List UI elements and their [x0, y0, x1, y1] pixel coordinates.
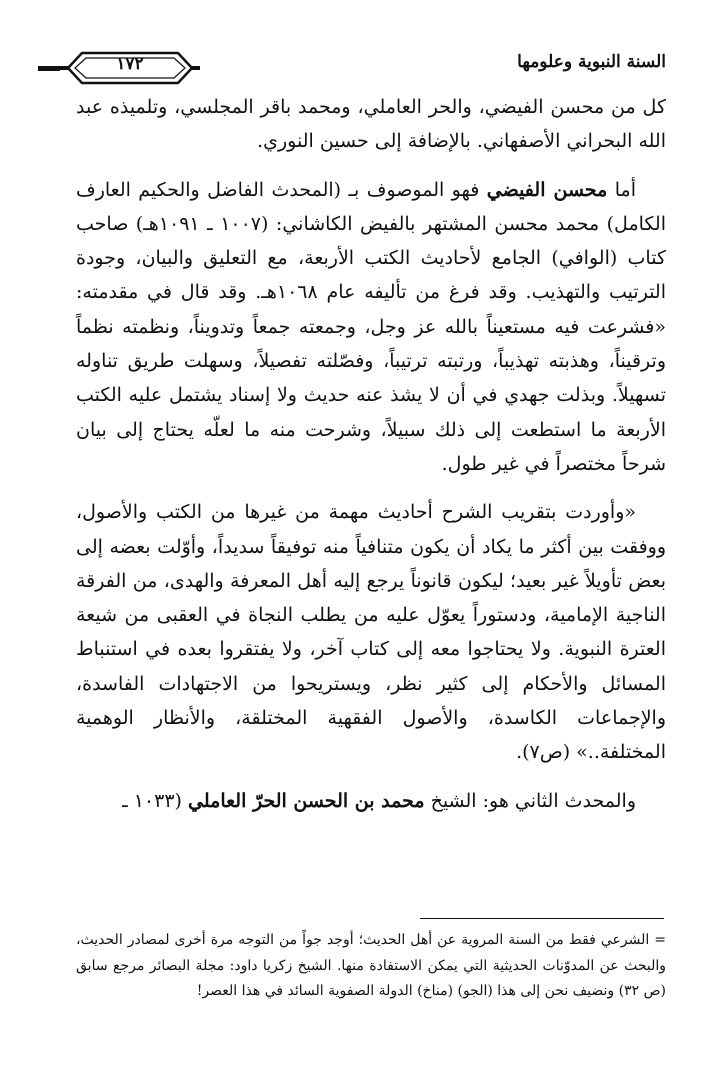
name-hurr-amili: محمد بن الحسن الحرّ العاملي — [188, 789, 425, 812]
main-text — [76, 90, 666, 832]
paragraph-4-lead: والمحدث الثاني هو: الشيخ — [430, 789, 636, 812]
page-number: ١٧٢ — [116, 54, 144, 74]
footnote-separator — [420, 918, 664, 919]
paragraph-2-body: فهو الموصوف بـ (المحدث الفاضل والحكيم العارف الكامل) محمد محسن المشتهر بالفيض الكاشاني: (١٠٠٧ ـ ١٠٩١هـ) صاحب كتاب (الوافي) الجامع لأحاديث الكتب الأربعة، مع التعليق والبيان، وجودة الترتيب والتهذيب. وقد فرغ من تأليفه عام ١٠٦٨هـ. وقد قال في مقدمته: «فشرعت فيه مستعيناً بالله عز وجل، وجمعته جمعاً وتدويناً، ونظمته نظماً وترقيناً، وهذبته تهذيباً، ورتبته ترتيباً، وفصّلته تفصيلاً، وسهلت طريق تناوله تسهيلاً. وبذلت جهدي في أن لا يشذ عنه حديث ولا إسناد يشتمل عليه الكتب الأربعة ما استطعت إلى ذلك سبيلاً، وشرحت منه ما لعلّه يحتاج إلى بيان شرحاً مختصراً في غير طول. — [76, 178, 666, 475]
footnote-text: = الشرعي فقط من السنة المروية عن أهل الحديث؛ أوجد جواً من التوجه مرة أخرى لمصادر الحديث، والبحث عن المدوّنات الحديثية التي يمكن الاستفادة منها. الشيخ زكريا داود: مجلة البصائر مرجع سابق (ص ٣٢) ونضيف نحن إلى هذا (الجو) (مناخ) الدولة الصفوية السائد في هذا العصر! — [76, 932, 666, 999]
paragraph-2-lead: أما — [614, 178, 637, 201]
page-header — [38, 44, 666, 88]
paragraph-4 — [76, 784, 666, 818]
running-title: السنة النبوية وعلومها — [517, 52, 666, 72]
name-mohsen-feyzi: محسن الفيضي — [486, 178, 608, 201]
paragraph-4-body: (١٠٣٣ ـ — [122, 789, 182, 812]
header-rule-left — [38, 66, 60, 71]
paragraph-2 — [76, 173, 666, 482]
footnotes — [76, 928, 666, 1005]
paragraph-3: «وأوردت بتقريب الشرح أحاديث مهمة من غيرها من الكتب والأصول، ووفقت بين أكثر ما يكاد أن يكون متنافياً منه توفيقاً سديداً، وأوّلت بعضه إلى بعض تأويلاً غير بعيد؛ ليكون قانوناً يرجع إليه أهل المعرفة والهدى، من الفرقة الناجية الإمامية، ودستوراً يعوّل عليه من يطلب النجاة في العقبى من شيعة العترة النبوية. ولا يحتاجوا معه إلى كتاب آخر، ولا يفتقروا بعده في استنباط المسائل والأحكام إلى كثير نظر، ويستريحوا من الاجتهادات الفاسدة، والإجماعات الكاسدة، والأصول الفقهية المختلقة، والأنظار الوهمية المختلفة..» (ص٧). — [76, 501, 666, 764]
paragraph-1: كل من محسن الفيضي، والحر العاملي، ومحمد باقر المجلسي، وتلميذه عبد الله البحراني الأصفهاني. بالإضافة إلى حسين النوري. — [76, 96, 666, 153]
